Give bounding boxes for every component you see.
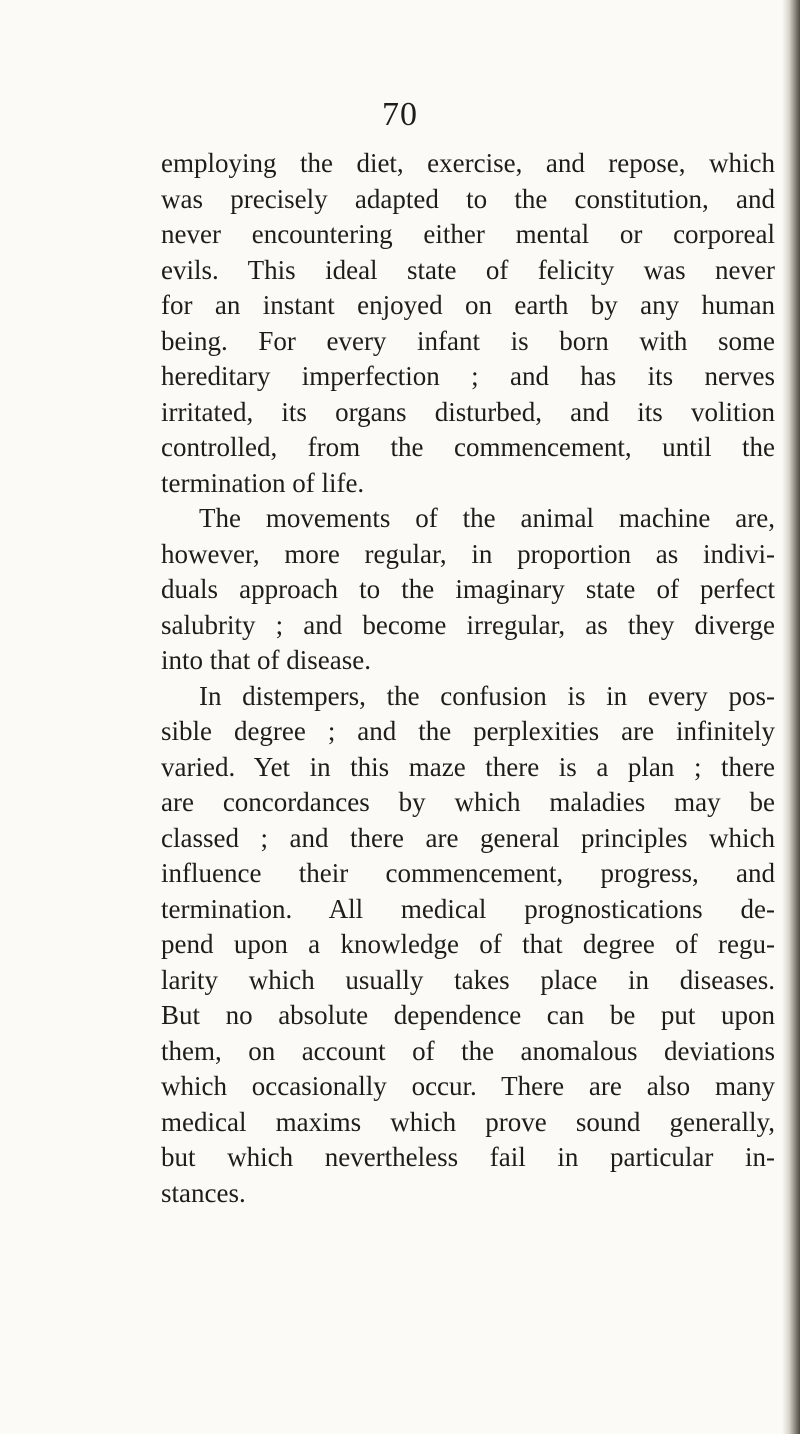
text-line: sible degree ; and the perplexities are infinitely xyxy=(161,716,775,746)
text-line: termination of life. xyxy=(161,467,365,498)
text-line: influence their commencement, progress, and xyxy=(161,858,775,888)
text-line: being. For every infant is born with some xyxy=(161,325,775,356)
text-line: pend upon a knowledge of that degree of regu- xyxy=(161,929,775,959)
text-line: employing the diet, exercise, and repose, which xyxy=(161,148,775,178)
text-line: but which nevertheless fail in particular in- xyxy=(161,1142,775,1172)
text-line: medical maxims which prove sound generally, xyxy=(161,1106,775,1137)
text-line: termination. All medical prognostications de- xyxy=(161,893,775,924)
text-line: never encountering either mental or corporeal xyxy=(161,219,775,249)
text-line: But no absolute dependence can be put upon xyxy=(161,1000,775,1030)
text-line: however, more regular, in proportion as indivi- xyxy=(161,538,775,569)
text-line: which occasionally occur. There are also many xyxy=(161,1071,775,1101)
text-line: classed ; and there are general principles which xyxy=(161,822,775,853)
text-line: was precisely adapted to the constitution, and xyxy=(161,183,775,214)
text-line: larity which usually takes place in diseases. xyxy=(161,964,775,995)
text-line: into that of disease. xyxy=(161,645,371,675)
text-line: salubrity ; and become irregular, as they diverge xyxy=(161,609,775,640)
text-line: In distempers, the confusion is in every pos- xyxy=(199,680,775,711)
text-line: hereditary imperfection ; and has its nerves xyxy=(161,361,775,391)
text-line: for an instant enjoyed on earth by any human xyxy=(161,290,775,320)
text-line: controlled, from the commencement, until the xyxy=(161,432,775,462)
text-line: varied. Yet in this maze there is a plan ; there xyxy=(161,751,775,782)
text-line: are concordances by which maladies may be xyxy=(161,787,775,817)
text-line: The movements of the animal machine are, xyxy=(199,503,775,533)
text-line: evils. This ideal state of felicity was never xyxy=(161,254,775,285)
page-edge-shadow xyxy=(782,0,800,1434)
page-number: 70 xyxy=(382,96,418,133)
text-line: stances. xyxy=(161,1177,246,1208)
text-line: duals approach to the imaginary state of perfect xyxy=(161,574,775,604)
body-text xyxy=(161,146,775,1211)
text-line: irritated, its organs disturbed, and its volition xyxy=(161,396,775,427)
text-line: them, on account of the anomalous deviations xyxy=(161,1035,775,1066)
